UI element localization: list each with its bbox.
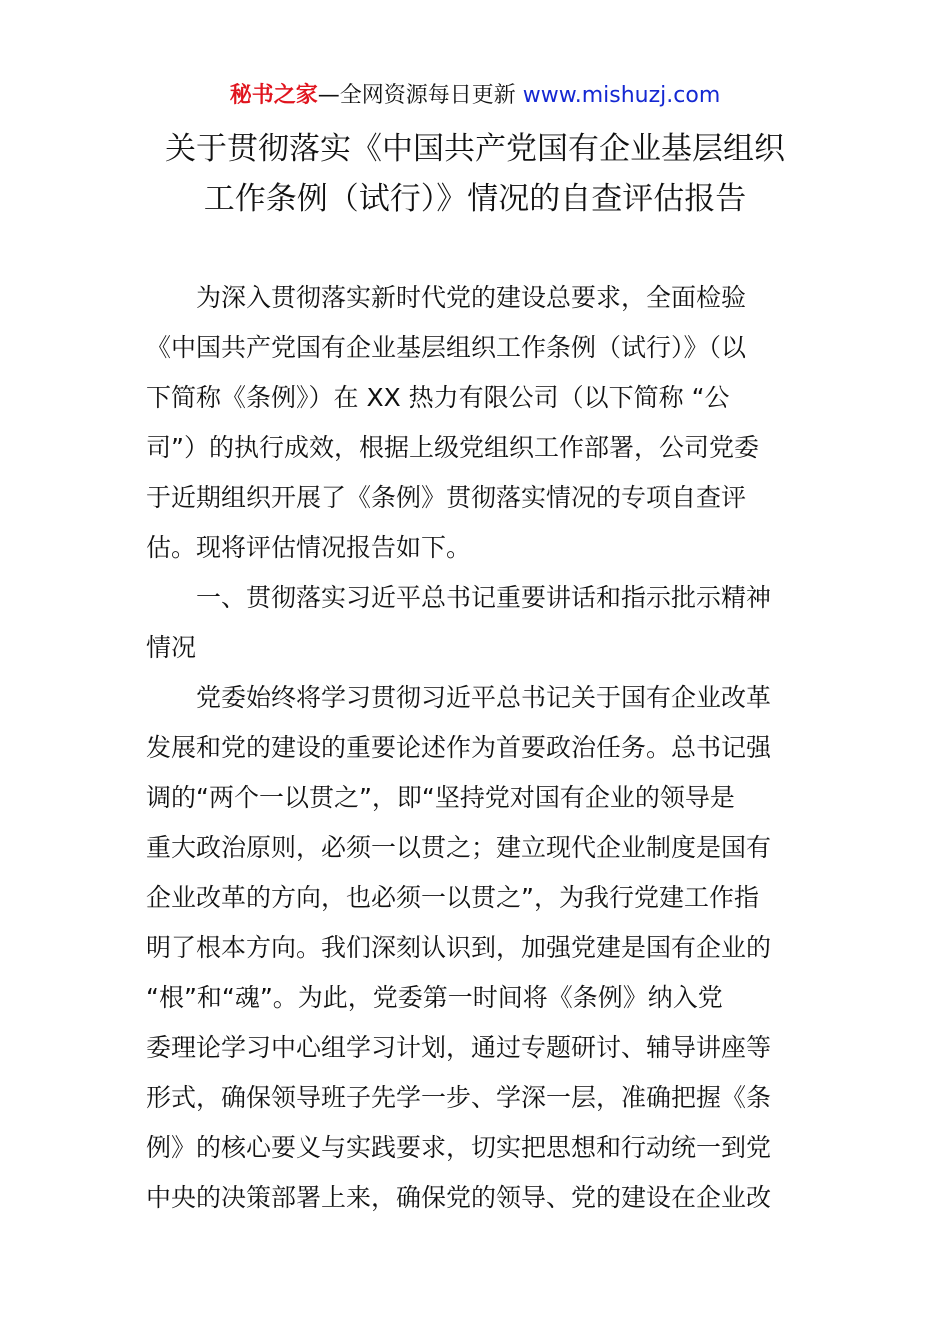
section-heading-cont: 情况 — [146, 633, 197, 662]
body-line: 明了根本方向。我们深刻认识到，加强党建是国有企业的 — [146, 933, 772, 962]
body-line: 党委始终将学习贯彻习近平总书记关于国有企业改革 — [196, 683, 772, 712]
site-url-link[interactable]: www.mishuzj.com — [522, 83, 721, 108]
document-title — [140, 124, 810, 224]
body-line: 委理论学习中心组学习计划，通过专题研讨、辅导讲座等 — [146, 1033, 772, 1062]
body-line: 《中国共产党国有企业基层组织工作条例（试行）》（以 — [146, 333, 747, 362]
body-line: 例》的核心要义与实践要求，切实把思想和行动统一到党 — [146, 1133, 772, 1162]
document-body — [146, 273, 810, 1223]
body-line: 调的“两个一以贯之”，即“坚持党对国有企业的领导是 — [146, 783, 735, 812]
body-line: 重大政治原则，必须一以贯之；建立现代企业制度是国有 — [146, 833, 772, 862]
body-line: 为深入贯彻落实新时代党的建设总要求，全面检验 — [196, 283, 747, 312]
body-line: “根”和“魂”。为此，党委第一时间将《条例》纳入党 — [146, 983, 723, 1012]
title-line-2: 工作条例（试行）》情况的自查评估报告 — [203, 181, 747, 217]
body-line: 下简称《条例》）在 XX 热力有限公司（以下简称 “公 — [146, 383, 730, 412]
body-line: 中央的决策部署上来，确保党的领导、党的建设在企业改 — [146, 1183, 772, 1212]
body-line: 司”）的执行成效，根据上级党组织工作部署，公司党委 — [146, 433, 759, 462]
body-line: 形式，确保领导班子先学一步、学深一层，准确把握《条 — [146, 1083, 772, 1112]
body-line: 估。现将评估情况报告如下。 — [146, 533, 472, 562]
brand-name: 秘书之家 — [229, 83, 318, 108]
section-heading: 一、贯彻落实习近平总书记重要讲话和指示批示精神 — [196, 583, 772, 612]
site-header — [0, 80, 950, 112]
title-line-1: 关于贯彻落实《中国共产党国有企业基层组织 — [165, 131, 785, 167]
header-slogan: —全网资源每日更新 — [317, 83, 523, 108]
body-line: 于近期组织开展了《条例》贯彻落实情况的专项自查评 — [146, 483, 747, 512]
body-line: 发展和党的建设的重要论述作为首要政治任务。总书记强 — [146, 733, 772, 762]
body-line: 企业改革的方向，也必须一以贯之”，为我行党建工作指 — [146, 883, 759, 912]
